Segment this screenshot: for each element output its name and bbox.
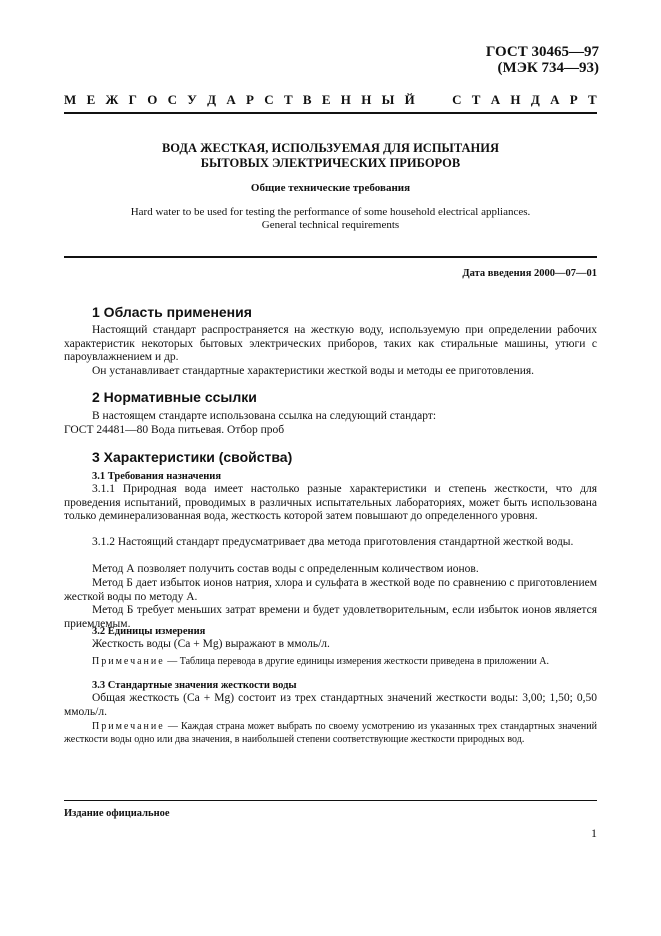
section-1-para-2: Он устанавливает стандартные характеристики жесткой воды и методы ее приготовления.	[92, 365, 535, 377]
section-1-heading: 1 Область применения	[92, 304, 252, 320]
english-title-line-2: General technical requirements	[261, 219, 400, 231]
english-title-line-1: Hard water to be used for testing the performance of some household electrical appliances.	[130, 206, 531, 218]
banner-letter: М	[64, 92, 77, 107]
banner-letter: В	[302, 92, 312, 107]
banner-letter: Т	[471, 92, 481, 107]
clause-3-2-text: Жесткость воды (Ca + Mg) выражают в ммоль/л.	[92, 638, 330, 650]
iec-code: (МЭК 734—93)	[497, 60, 599, 76]
banner-letter: Р	[569, 92, 578, 107]
method-b-para-1: Метод Б дает избыток ионов натрия, хлора и сульфата в жесткой воде по сравнению с приготовлением жесткой воды по методу А.	[64, 577, 597, 603]
banner-letter	[439, 92, 442, 108]
banner-letter: Н	[340, 92, 351, 107]
banner-letter: Р	[246, 92, 254, 107]
banner-letter: Г	[128, 92, 137, 107]
banner-letter: Й	[404, 92, 415, 107]
subsection-3-3-heading: 3.3 Стандартные значения жесткости воды	[92, 680, 297, 691]
title-line-2: БЫТОВЫХ ЭЛЕКТРИЧЕСКИХ ПРИБОРОВ	[200, 156, 461, 170]
english-title	[64, 206, 597, 232]
standard-code	[486, 44, 599, 76]
title-line-1: ВОДА ЖЕСТКАЯ, ИСПОЛЬЗУЕМАЯ ДЛЯ ИСПЫТАНИЯ	[161, 141, 500, 155]
section-2-para-1: В настоящем стандарте использована ссылка на следующий стандарт:	[92, 410, 437, 422]
clause-3-1-1: 3.1.1 Природная вода имеет настолько разные характеристики и степень жесткости, что для проведения испытаний, проводимых в различных испытательных лабораториях, может быть использована только деминерализованная вода, жесткость которой затем повышают до определенного уровня.	[64, 483, 597, 523]
clause-3-1-2: 3.1.2 Настоящий стандарт предусматривает два метода приготовления стандартной жесткой воды.	[92, 536, 574, 548]
banner-letter: С	[264, 92, 274, 107]
banner-letter: Д	[530, 92, 540, 107]
method-b-para-2: Метод Б требует меньших затрат времени и будет удовлетворительным, если избыток ионов является приемлемым.	[64, 604, 597, 630]
banner-letter: Е	[86, 92, 96, 107]
banner-letter: Д	[207, 92, 217, 107]
section-1-para-1: Настоящий стандарт распространяется на жесткую воду, используемую при определении рабочих характеристик некоторых бытовых электрических приборов, таких как стиральные машины, утюги с пароувлажнением и др.	[64, 324, 597, 364]
note-units-table: Примечание — Таблица перевода в другие единицы измерения жесткости приведена в приложении А.	[92, 656, 550, 667]
section-2-reference: ГОСТ 24481—80 Вода питьевая. Отбор проб	[64, 424, 285, 436]
title-rule	[64, 256, 597, 258]
interstate-standard-banner	[64, 92, 597, 108]
banner-letter: Т	[587, 92, 597, 107]
footer-rule	[64, 800, 597, 801]
banner-letter: С	[167, 92, 178, 107]
banner-letter	[425, 92, 428, 108]
banner-letter: Н	[510, 92, 521, 107]
introduction-date: Дата введения 2000—07—01	[462, 268, 597, 279]
section-2-heading: 2 Нормативные ссылки	[92, 389, 257, 405]
banner-letter: Т	[283, 92, 293, 107]
subsection-3-1-heading: 3.1 Требования назначения	[92, 471, 222, 482]
gost-code: ГОСТ 30465—97	[485, 44, 599, 60]
banner-letter: О	[147, 92, 158, 107]
banner-letter: А	[226, 92, 236, 107]
note-country-choice: Примечание — Каждая страна может выбрать по своему усмотрению из указанных трех стандартных значений жесткости воды одно или два значения, в наибольшей степени соответствующие жесткости природных вод.	[64, 721, 597, 745]
banner-letter: А	[550, 92, 560, 107]
document-title	[64, 141, 597, 171]
banner-letter: Ы	[381, 92, 395, 107]
page-number: 1	[591, 826, 597, 840]
subsection-3-2-heading: 3.2 Единицы измерения	[92, 626, 206, 637]
header-rule	[64, 112, 597, 114]
banner-letter: Ж	[105, 92, 119, 107]
section-3-heading: 3 Характеристики (свойства)	[92, 449, 293, 465]
method-a-para: Метод А позволяет получить состав воды с определенным количеством ионов.	[92, 563, 479, 575]
banner-letter: Е	[321, 92, 331, 107]
banner-letter: А	[490, 92, 501, 107]
banner-letter: С	[452, 92, 462, 107]
clause-3-3-text: Общая жесткость (Ca + Mg) состоит из трех стандартных значений жесткости воды: 3,00; 1,50; 0,50 ммоль/л.	[64, 692, 597, 718]
banner-letter: Н	[361, 92, 372, 107]
official-edition-label: Издание официальное	[64, 808, 170, 819]
document-subtitle: Общие технические требования	[250, 182, 411, 194]
banner-letter: У	[187, 92, 197, 107]
